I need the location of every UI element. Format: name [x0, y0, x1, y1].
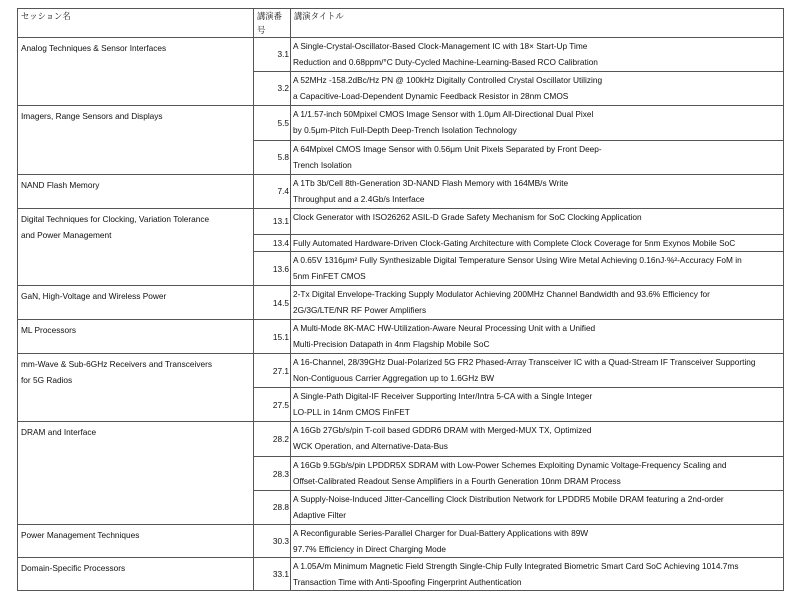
session-name: Analog Techniques & Sensor Interfaces	[18, 38, 254, 106]
talk-table	[17, 8, 784, 591]
talk-number: 28.8	[254, 491, 291, 524]
table-row	[18, 422, 784, 457]
table-row	[18, 286, 784, 320]
talk-title: A Single-Crystal-Oscillator-Based Clock-Management IC with 18× Start-Up Time Reduction and 0.68ppm/°C Duty-Cycled Machine-Learning-Based RCO Calibration	[291, 38, 784, 72]
talk-number: 3.2	[254, 72, 291, 106]
table-row	[18, 557, 784, 590]
talk-number: 27.5	[254, 388, 291, 422]
talk-number: 30.3	[254, 524, 291, 557]
talk-title: A 16-Channel, 28/39GHz Dual-Polarized 5G FR2 Phased-Array Transceiver IC with a Quad-Stream IF Transceiver Supporting Non-Contiguous Carrier Aggregation up to 1.6GHz BW	[291, 354, 784, 388]
talk-title: A 1Tb 3b/Cell 8th-Generation 3D-NAND Flash Memory with 164MB/s Write Throughput and a 2.4Gb/s Interface	[291, 175, 784, 209]
talk-title: 2-Tx Digital Envelope-Tracking Supply Modulator Achieving 200MHz Channel Bandwidth and 93.6% Efficiency for 2G/3G/LTE/NR RF Power Amplifiers	[291, 286, 784, 320]
talk-number: 33.1	[254, 557, 291, 590]
talk-title: A Reconfigurable Series-Parallel Charger for Dual-Battery Applications with 89W 97.7% Efficiency in Direct Charging Mode	[291, 524, 784, 557]
session-name: Power Management Techniques	[18, 524, 254, 557]
talk-title: A 64Mpixel CMOS Image Sensor with 0.56μm Unit Pixels Separated by Front Deep- Trench Isolation	[291, 141, 784, 175]
talk-title: A Multi-Mode 8K-MAC HW-Utilization-Aware Neural Processing Unit with a Unified Multi-Precision Datapath in 4nm Flagship Mobile SoC	[291, 320, 784, 354]
table-row	[18, 106, 784, 141]
talk-table-container	[17, 8, 783, 591]
talk-number: 14.5	[254, 286, 291, 320]
talk-title: A Supply-Noise-Induced Jitter-Cancelling Clock Distribution Network for LPDDR5 Mobile DRAM featuring a 2nd-order Adaptive Filter	[291, 491, 784, 524]
talk-number: 7.4	[254, 175, 291, 209]
table-row	[18, 524, 784, 557]
talk-number: 28.2	[254, 422, 291, 457]
table-row	[18, 175, 784, 209]
table-row	[18, 354, 784, 388]
talk-title: A 16Gb 9.5Gb/s/pin LPDDR5X SDRAM with Low-Power Schemes Exploiting Dynamic Voltage-Frequency Scaling and Offset-Calibrated Readout Sense Amplifiers in a Fourth Generation 10nm DRAM Process	[291, 457, 784, 491]
session-name: DRAM and Interface	[18, 422, 254, 524]
talk-title: Fully Automated Hardware-Driven Clock-Gating Architecture with Complete Clock Coverage for 5nm Exynos Mobile SoC	[291, 235, 784, 252]
talk-number: 15.1	[254, 320, 291, 354]
session-name: Digital Techniques for Clocking, Variation Tolerance and Power Management	[18, 209, 254, 286]
table-body	[18, 38, 784, 591]
talk-number: 27.1	[254, 354, 291, 388]
talk-title: Clock Generator with ISO26262 ASIL-D Grade Safety Mechanism for SoC Clocking Application	[291, 209, 784, 235]
talk-number: 13.6	[254, 252, 291, 286]
header-number: 講演番号	[254, 9, 291, 38]
talk-number: 3.1	[254, 38, 291, 72]
session-name: mm-Wave & Sub-6GHz Receivers and Transceivers for 5G Radios	[18, 354, 254, 422]
table-row	[18, 320, 784, 354]
talk-number: 28.3	[254, 457, 291, 491]
header-title: 講演タイトル	[291, 9, 784, 38]
table-header-row	[18, 9, 784, 38]
table-row	[18, 38, 784, 72]
talk-number: 13.4	[254, 235, 291, 252]
session-name: GaN, High-Voltage and Wireless Power	[18, 286, 254, 320]
talk-title: A 52MHz -158.2dBc/Hz PN @ 100kHz Digitally Controlled Crystal Oscillator Utilizing a Capacitive-Load-Dependent Dynamic Feedback Resistor in 28nm CMOS	[291, 72, 784, 106]
talk-number: 5.8	[254, 141, 291, 175]
talk-title: A 1/1.57-inch 50Mpixel CMOS Image Sensor with 1.0μm All-Directional Dual Pixel by 0.5μm-Pitch Full-Depth Deep-Trench Isolation Technology	[291, 106, 784, 141]
session-name: Domain-Specific Processors	[18, 557, 254, 590]
talk-number: 13.1	[254, 209, 291, 235]
table-row	[18, 209, 784, 235]
talk-number: 5.5	[254, 106, 291, 141]
header-session: セッション名	[18, 9, 254, 38]
session-name: NAND Flash Memory	[18, 175, 254, 209]
talk-title: A 16Gb 27Gb/s/pin T-coil based GDDR6 DRAM with Merged-MUX TX, Optimized WCK Operation, and Alternative-Data-Bus	[291, 422, 784, 457]
talk-title: A 0.65V 1316μm² Fully Synthesizable Digital Temperature Sensor Using Wire Metal Achieving 0.16nJ·%²-Accuracy FoM in 5nm FinFET CMOS	[291, 252, 784, 286]
talk-title: A 1.05A/m Minimum Magnetic Field Strength Single-Chip Fully Integrated Biometric Smart Card SoC Achieving 1014.7ms Transaction Time with Anti-Spoofing Fingerprint Authentication	[291, 557, 784, 590]
talk-title: A Single-Path Digital-IF Receiver Supporting Inter/Intra 5-CA with a Single Integer LO-PLL in 14nm CMOS FinFET	[291, 388, 784, 422]
session-name: ML Processors	[18, 320, 254, 354]
session-name: Imagers, Range Sensors and Displays	[18, 106, 254, 175]
